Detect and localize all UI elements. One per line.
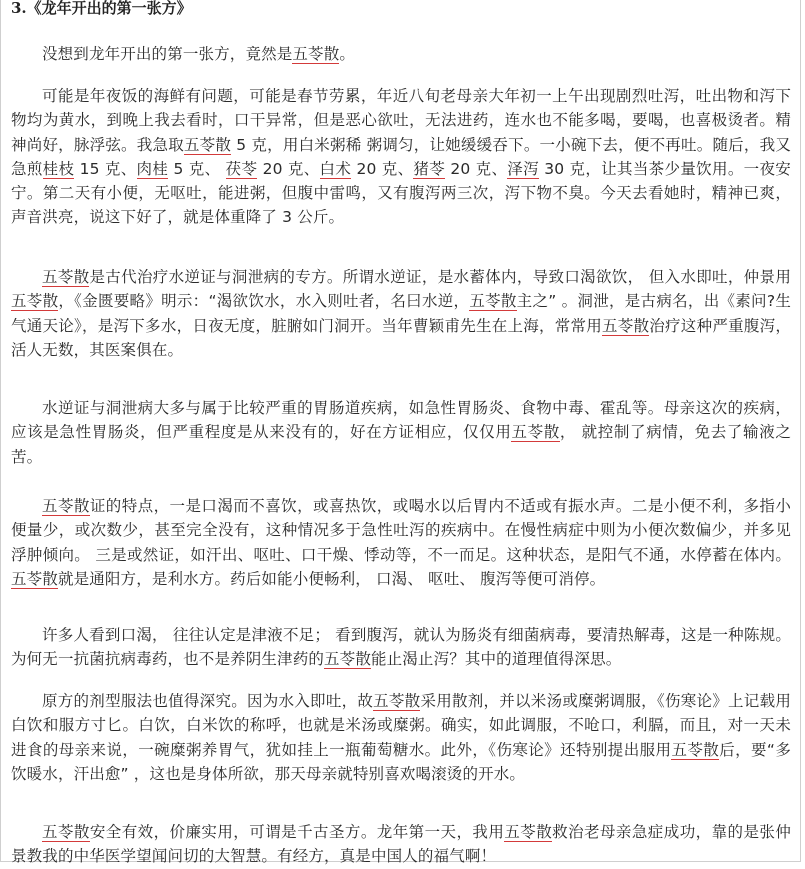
keyword-link[interactable]: 猪苓 <box>413 159 446 178</box>
keyword-link[interactable]: 茯苓 <box>225 159 258 178</box>
keyword-link[interactable]: 桂枝 <box>42 159 75 178</box>
text-run: 20 克、 <box>445 159 508 178</box>
text-run: 。 <box>339 45 356 63</box>
paragraph-3 <box>11 265 791 362</box>
keyword-link[interactable]: 五苓散 <box>292 45 340 63</box>
keyword-link[interactable]: 肉桂 <box>136 159 169 178</box>
text-run: 能止渴止泻？其中的道理值得深思。 <box>370 650 622 669</box>
keyword-link[interactable]: 白术 <box>319 159 352 178</box>
keyword-link[interactable]: 五苓散 <box>11 292 59 311</box>
paragraph-7 <box>11 689 791 786</box>
keyword-link[interactable]: 五苓散 <box>183 135 232 154</box>
text-run: 没想到龙年开出的第一张方，竟然是 <box>42 45 293 63</box>
text-run: 后，要“多饮暖水，汗出愈” ，这也是身体所欲，那天母亲就特别喜欢喝滚烫的开水。 <box>11 740 792 783</box>
text-run: 救治老母亲急症成功，靠的是张仲景教我的中华医学望闻问切的大智慧。有经方，真是中国人的福气啊！ <box>11 823 791 866</box>
keyword-link[interactable]: 五苓散 <box>671 740 720 759</box>
keyword-link[interactable]: 五苓散 <box>42 497 90 515</box>
text-run: 20 克、 <box>257 159 320 178</box>
paragraph-8 <box>11 820 791 869</box>
text-run: 是古代治疗水逆证与洞泄病的专方。所谓水逆证，是水蓄体内，导致口渴欲饮， 但入水即吐，仲景用 <box>89 268 791 286</box>
keyword-link[interactable]: 五苓散 <box>373 692 421 710</box>
text-run: 20 克、 <box>351 159 414 178</box>
text-run: 5 克、 <box>168 159 226 178</box>
keyword-link[interactable]: 五苓散 <box>504 823 553 841</box>
keyword-link[interactable]: 五苓散 <box>602 316 650 335</box>
keyword-link[interactable]: 五苓散 <box>324 650 371 669</box>
text-run: ， 就控制了病情，免去了输液之苦。 <box>11 423 791 466</box>
paragraph-2 <box>11 84 791 230</box>
text-run: 水逆证与洞泄病大多与属于比较严重的胃肠道疾病，如急性胃肠炎、食物中毒、霍乱等。母亲这次的疾病，应该是急性胃肠炎，但严重程度是从来没有的，好在方证相应，仅仅用 <box>11 399 791 442</box>
text-run: ，《金匮要略》明示：“渴欲饮水，水入则吐者，名曰水逆， <box>58 292 470 311</box>
text-run: 证的特点，一是口渴而不喜饮，或喜热饮，或喝水以后胃内不适或有振水声。二是小便不利，多指小便量少，或次数少，甚至完全没有，这种情况多于急性吐泻的疾病中。在慢性病症中则为小便次数偏少，并多见浮肿倾向。 三是或然证，如汗出、呕吐、口干燥、悸动等，不一而足。这种状态，是阳气不通，水停蓄在体内。 <box>11 497 791 564</box>
keyword-link[interactable]: 五苓散 <box>511 423 560 442</box>
text-run: 安全有效，价廉实用，可谓是千古圣方。龙年第一天，我用 <box>89 823 505 841</box>
text-run: 治疗这种严重腹泻，活人无数，其医案俱在。 <box>11 316 792 359</box>
paragraph-1 <box>11 42 791 66</box>
text-run: 采用散剂，并以米汤或糜粥调服，《伤寒论》上记载用白饮和服方寸匕。白饮，白米饮的称呼，也就是米汤或糜粥。确实，如此调服，不呛口，利膈，而且，对一天未进食的母亲来说，一碗糜粥养胃气，犹如挂上一瓶葡萄糖水。此外，《伤寒论》还特别提出服用 <box>11 692 791 759</box>
text-run: 许多人看到口渴， 往往认定是津液不足； 看到腹泻，就认为肠炎有细菌病毒，要清热解毒，这是一种陈规。为何无一抗菌抗病毒药，也不是养阴生津药的 <box>11 626 791 669</box>
text-run: 就是通阳方，是利水方。药后如能小便畅利， 口渴、 呕吐、 腹泻等便可消停。 <box>57 569 606 588</box>
text-run: 5 克，用白米粥稀 粥调匀，让她缓缓吞下。一小碗下去，便不再吐。随后，我又急煎 <box>11 135 791 178</box>
keyword-link[interactable]: 五苓散 <box>42 823 90 841</box>
paragraph-5 <box>11 494 791 591</box>
paragraph-6 <box>11 623 791 672</box>
text-run: 15 克、 <box>74 159 137 178</box>
keyword-link[interactable]: 泽泻 <box>507 159 539 178</box>
text-run: 原方的剂型服法也值得深究。因为水入即吐，故 <box>42 692 374 710</box>
text-run: 主之” 。洞泄，是古病名，出《素问?生气通天论》，是泻下多水，日夜无度，脏腑如门洞开。当年曹颖甫先生在上海，常常用 <box>11 292 791 335</box>
text-run: 可能是年夜饭的海鲜有问题，可能是春节劳累，年近八旬老母亲大年初一上午出现剧烈吐泻，吐出物和泻下物均为黄水，到晚上我去看时，口干异常，但是恶心欲吐，无法进药，连水也不能多喝，要喝，也喜极烫者。精神尚好，脉浮弦。我急取 <box>11 87 791 154</box>
keyword-link[interactable]: 五苓散 <box>469 292 517 311</box>
paragraph-4 <box>11 396 791 469</box>
article-title: 3.《龙年开出的第一张方》 <box>11 0 192 17</box>
keyword-link[interactable]: 五苓散 <box>11 569 58 588</box>
text-run: 30 克，让其当茶少量饮用。一夜安宁。第二天有小便，无呕吐，能进粥，但腹中雷鸣，又有腹泻两三次，泻下物不臭。今天去看她时，精神已爽，声音洪亮，说这下好了，就是体重降了 3 公斤。 <box>11 159 791 227</box>
keyword-link[interactable]: 五苓散 <box>42 268 90 286</box>
